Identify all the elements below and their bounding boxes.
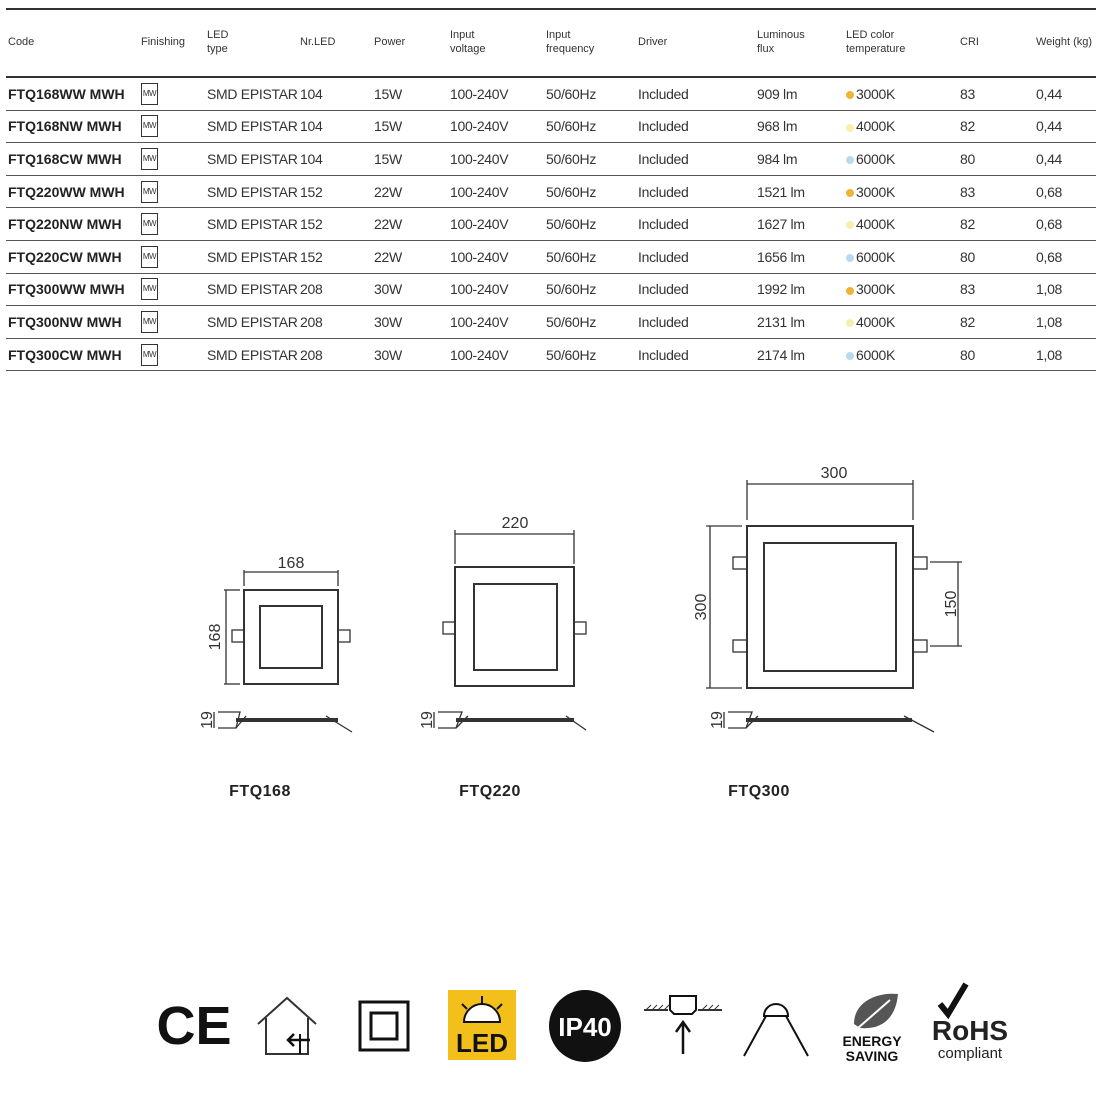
cell-driver: Included (636, 175, 755, 208)
cell-driver: Included (636, 77, 755, 110)
cell-weight: 1,08 (1034, 338, 1096, 371)
color-temp-value: 4000K (856, 118, 895, 135)
header-nr-led: Nr.LED (298, 9, 372, 77)
cell-led-type: SMD EPISTAR (205, 143, 298, 176)
cell-finishing (139, 306, 205, 339)
cell-luminous-flux: 1521 lm (755, 175, 844, 208)
table-row (6, 143, 1096, 176)
finishing-swatch: MW (141, 181, 158, 203)
color-temp-dot-icon (846, 124, 854, 132)
ftq220-side-view (434, 712, 586, 730)
rohs-compliant-text: compliant (937, 1045, 1003, 1062)
color-temp-dot-icon (846, 254, 854, 262)
header-color-temp (844, 9, 958, 77)
ftq300-side-view (724, 712, 934, 732)
ftq220-width-label: 220 (501, 515, 529, 532)
cell-color-temp (844, 273, 958, 306)
cell-cri: 82 (958, 110, 1034, 143)
cell-code: FTQ220CW MWH (6, 240, 139, 273)
cell-led-type: SMD EPISTAR (205, 175, 298, 208)
header-finishing: Finishing (139, 9, 205, 77)
cell-driver: Included (636, 338, 755, 371)
header-input-frequency-line2: frequency (546, 43, 595, 55)
cell-input-frequency: 50/60Hz (544, 175, 636, 208)
table-header-row (6, 9, 1096, 77)
cell-finishing (139, 77, 205, 110)
cell-color-temp (844, 143, 958, 176)
cell-code: FTQ300NW MWH (6, 306, 139, 339)
cell-weight: 0,68 (1034, 240, 1096, 273)
finishing-swatch: MW (141, 83, 158, 105)
cell-finishing (139, 208, 205, 241)
cell-cri: 80 (958, 338, 1034, 371)
cell-input-voltage: 100-240V (448, 143, 544, 176)
color-temp-value: 3000K (856, 85, 895, 102)
ftq300-width-label: 300 (820, 465, 848, 482)
cell-weight: 1,08 (1034, 273, 1096, 306)
cell-cri: 83 (958, 175, 1034, 208)
cell-power: 22W (372, 240, 448, 273)
rohs-compliant-icon (926, 980, 1026, 1070)
cell-cri: 80 (958, 143, 1034, 176)
cell-led-type: SMD EPISTAR (205, 77, 298, 110)
cell-driver: Included (636, 273, 755, 306)
header-input-voltage-line2: voltage (450, 43, 486, 55)
cell-led-type: SMD EPISTAR (205, 273, 298, 306)
color-temp-value: 6000K (856, 346, 895, 363)
header-input-frequency (544, 9, 636, 77)
ip40-icon (542, 980, 628, 1070)
header-led-type (205, 9, 298, 77)
ftq168-width-label: 168 (277, 555, 305, 572)
cell-led-type: SMD EPISTAR (205, 208, 298, 241)
header-weight: Weight (kg) (1034, 9, 1096, 77)
ftq168-height-label: 168 (207, 623, 224, 651)
cell-luminous-flux: 984 lm (755, 143, 844, 176)
cell-power: 15W (372, 143, 448, 176)
finishing-swatch: MW (141, 148, 158, 170)
cell-code: FTQ168WW MWH (6, 77, 139, 110)
ce-mark-icon (154, 980, 234, 1070)
cell-input-frequency: 50/60Hz (544, 306, 636, 339)
cell-input-voltage: 100-240V (448, 338, 544, 371)
cell-input-frequency: 50/60Hz (544, 110, 636, 143)
cell-color-temp (844, 175, 958, 208)
finishing-swatch: MW (141, 246, 158, 268)
ftq300-model-label: FTQ300 (728, 783, 790, 800)
color-temp-value: 4000K (856, 216, 895, 233)
cell-driver: Included (636, 306, 755, 339)
cell-color-temp (844, 306, 958, 339)
color-temp-dot-icon (846, 189, 854, 197)
cell-luminous-flux: 2131 lm (755, 306, 844, 339)
ce-mark-text: CE (156, 996, 232, 1056)
table-row (6, 175, 1096, 208)
table-row (6, 110, 1096, 143)
cell-input-voltage: 100-240V (448, 240, 544, 273)
cell-weight: 0,68 (1034, 208, 1096, 241)
cell-nr-led: 152 (298, 175, 372, 208)
led-badge-icon (442, 980, 522, 1070)
cell-cri: 83 (958, 77, 1034, 110)
cell-nr-led: 208 (298, 338, 372, 371)
color-temp-dot-icon (846, 352, 854, 360)
ftq220-depth-label: 19 (419, 711, 436, 729)
dimension-drawings (0, 440, 1100, 820)
cell-weight: 0,68 (1034, 175, 1096, 208)
header-input-voltage (448, 9, 544, 77)
color-temp-value: 3000K (856, 183, 895, 200)
header-driver: Driver (636, 9, 755, 77)
header-code: Code (6, 9, 139, 77)
ftq168-model-label: FTQ168 (229, 783, 291, 800)
ftq168-depth-label: 19 (199, 711, 216, 729)
cell-cri: 83 (958, 273, 1034, 306)
cell-input-frequency: 50/60Hz (544, 273, 636, 306)
finishing-swatch: MW (141, 278, 158, 300)
energy-saving-line1: ENERGY (842, 1033, 902, 1049)
header-led-type-line1: LED (207, 29, 229, 42)
ftq168-front-view (224, 570, 350, 684)
cell-weight: 0,44 (1034, 110, 1096, 143)
ftq300-depth-label: 19 (709, 711, 726, 729)
color-temp-value: 4000K (856, 313, 895, 330)
cell-luminous-flux: 968 lm (755, 110, 844, 143)
recessed-mount-icon (640, 980, 726, 1070)
cell-power: 30W (372, 306, 448, 339)
energy-saving-line2: SAVING (845, 1048, 899, 1064)
cell-power: 30W (372, 338, 448, 371)
cell-luminous-flux: 1656 lm (755, 240, 844, 273)
header-color-temp-line1: LED color (846, 29, 895, 42)
cell-power: 30W (372, 273, 448, 306)
ftq300-clip-label: 150 (943, 590, 960, 618)
cell-power: 22W (372, 208, 448, 241)
table-row (6, 306, 1096, 339)
color-temp-value: 6000K (856, 248, 895, 265)
header-color-temp-line2: temperature (846, 43, 906, 55)
cell-weight: 0,44 (1034, 77, 1096, 110)
table-row (6, 208, 1096, 241)
cell-code: FTQ220NW MWH (6, 208, 139, 241)
cell-driver: Included (636, 208, 755, 241)
table-row (6, 338, 1096, 371)
header-power: Power (372, 9, 448, 77)
finishing-swatch: MW (141, 311, 158, 333)
header-input-voltage-line1: Input (450, 29, 475, 42)
color-temp-dot-icon (846, 91, 854, 99)
color-temp-dot-icon (846, 319, 854, 327)
cell-cri: 82 (958, 208, 1034, 241)
cell-luminous-flux: 2174 lm (755, 338, 844, 371)
cell-driver: Included (636, 110, 755, 143)
cell-cri: 80 (958, 240, 1034, 273)
cell-luminous-flux: 1992 lm (755, 273, 844, 306)
beam-angle-icon (738, 980, 814, 1070)
finishing-swatch: MW (141, 344, 158, 366)
cell-input-voltage: 100-240V (448, 110, 544, 143)
ftq220-front-view (443, 530, 586, 686)
cell-power: 15W (372, 77, 448, 110)
cell-power: 22W (372, 175, 448, 208)
ftq168-side-view (214, 712, 352, 732)
spec-table-body (6, 77, 1096, 371)
header-luminous-flux-line2: flux (757, 43, 775, 55)
cell-finishing (139, 240, 205, 273)
header-luminous-flux-line1: Luminous (757, 29, 805, 42)
color-temp-dot-icon (846, 221, 854, 229)
cell-input-voltage: 100-240V (448, 77, 544, 110)
cell-input-frequency: 50/60Hz (544, 338, 636, 371)
cell-input-voltage: 100-240V (448, 306, 544, 339)
cell-input-voltage: 100-240V (448, 175, 544, 208)
certification-icons (140, 980, 1040, 1070)
cell-nr-led: 104 (298, 110, 372, 143)
cell-color-temp (844, 77, 958, 110)
cell-nr-led: 208 (298, 273, 372, 306)
cell-led-type: SMD EPISTAR (205, 240, 298, 273)
header-cri: CRI (958, 9, 1034, 77)
cell-led-type: SMD EPISTAR (205, 338, 298, 371)
table-row (6, 240, 1096, 273)
color-temp-dot-icon (846, 287, 854, 295)
table-row (6, 273, 1096, 306)
cell-nr-led: 152 (298, 240, 372, 273)
cell-nr-led: 104 (298, 143, 372, 176)
cell-weight: 1,08 (1034, 306, 1096, 339)
indoor-use-icon (252, 980, 322, 1070)
cell-power: 15W (372, 110, 448, 143)
cell-color-temp (844, 110, 958, 143)
cell-finishing (139, 143, 205, 176)
cell-luminous-flux: 909 lm (755, 77, 844, 110)
cell-nr-led: 208 (298, 306, 372, 339)
cell-input-voltage: 100-240V (448, 208, 544, 241)
cell-luminous-flux: 1627 lm (755, 208, 844, 241)
cell-led-type: SMD EPISTAR (205, 306, 298, 339)
ip40-text: IP40 (558, 1012, 612, 1042)
cell-led-type: SMD EPISTAR (205, 110, 298, 143)
cell-weight: 0,44 (1034, 143, 1096, 176)
cell-finishing (139, 175, 205, 208)
led-badge-text: LED (456, 1028, 508, 1058)
cell-nr-led: 152 (298, 208, 372, 241)
cell-code: FTQ300CW MWH (6, 338, 139, 371)
ftq300-front-view (706, 480, 962, 688)
energy-saving-icon (834, 980, 910, 1070)
cell-code: FTQ300WW MWH (6, 273, 139, 306)
table-row (6, 77, 1096, 110)
cell-input-frequency: 50/60Hz (544, 240, 636, 273)
cell-nr-led: 104 (298, 77, 372, 110)
cell-driver: Included (636, 143, 755, 176)
cell-finishing (139, 338, 205, 371)
finishing-swatch: MW (141, 115, 158, 137)
ftq220-model-label: FTQ220 (459, 783, 521, 800)
cell-finishing (139, 110, 205, 143)
ftq300-height-label: 300 (693, 593, 710, 621)
cell-color-temp (844, 208, 958, 241)
header-luminous-flux (755, 9, 844, 77)
cell-input-voltage: 100-240V (448, 273, 544, 306)
cell-driver: Included (636, 240, 755, 273)
color-temp-value: 3000K (856, 281, 895, 298)
cell-input-frequency: 50/60Hz (544, 143, 636, 176)
cell-finishing (139, 273, 205, 306)
cell-color-temp (844, 240, 958, 273)
header-input-frequency-line1: Input (546, 29, 571, 42)
spec-table (6, 8, 1096, 371)
finishing-swatch: MW (141, 213, 158, 235)
cell-code: FTQ168CW MWH (6, 143, 139, 176)
color-temp-value: 6000K (856, 150, 895, 167)
double-insulation-icon (354, 980, 414, 1070)
cell-cri: 82 (958, 306, 1034, 339)
cell-color-temp (844, 338, 958, 371)
cell-code: FTQ220WW MWH (6, 175, 139, 208)
header-led-type-line2: type (207, 43, 228, 55)
cell-input-frequency: 50/60Hz (544, 208, 636, 241)
color-temp-dot-icon (846, 156, 854, 164)
cell-code: FTQ168NW MWH (6, 110, 139, 143)
cell-input-frequency: 50/60Hz (544, 77, 636, 110)
rohs-text: RoHS (931, 1015, 1009, 1046)
